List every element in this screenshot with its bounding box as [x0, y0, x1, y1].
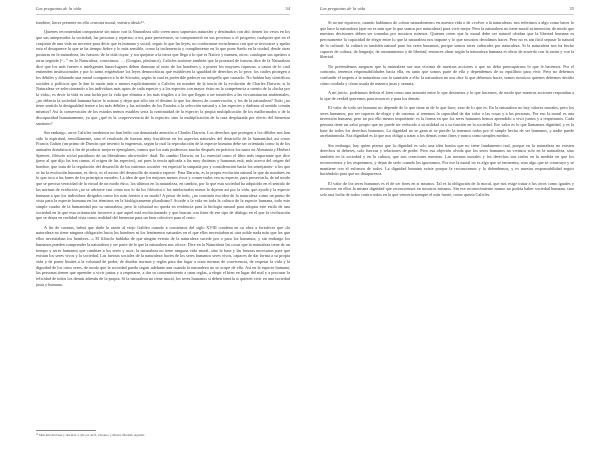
- paragraph: A fin de cuentas, habrá que darle la razón al viejo Galileo cuando a comienzos del siglo XVIII condena en su obra a fortalecer que «la naturaleza no tiene ninguna obligación hacia los hombres ni los fenómenos naturales en el que ellos necesitaban ni otra noble nada más que los que ellos necesitaban los hombres...» El filósofo hablaba de que ningún evento de la naturaleza sucede por o para los humanos, y sin embargo los humanos pueden comprender la naturaleza y ser parte de lo que la naturaleza nos ofrece. Dice en la Naturaleza las cosas que la naturaleza tiene de un tiempo y seres humanos que cambian a los seres y usos: la naturaleza no tiene ninguna vida moral, sino la base y las fuerzas necesarias para que existan los seres vivos y la sociedad. Las fuerzas sociales de la naturaleza hacen de los seres humanos seres vivos, capaces de dar forma a su propia vida y de poner límites a la voluntad de poder, de diseñar normas y reglas para dar lugar a otras normas de convivencia, de respetar la vida y la dignidad de los otros seres, de modo que la sociedad pueda seguir adelante aun cuando la naturaleza no se ocupe de ello. Así en la especie humana, las personas tienen que aprender a vivir juntas y a respetarse, a dar su consentimiento a unas reglas, a elegir el bien en lugar del mal y a procurar la felicidad de todos los demás además de la propia. Si la naturaleza no tiene moral, los seres humanos sí deben tenerla si quieren vivir en una sociedad justa y humana.: [36, 224, 290, 287]
- paragraph: Si no me equivoco, cuando hablamos de «obrar naturalmente» en nuestra vida o de «volver a la naturaleza» nos referimos a algo como hacer lo que hace la naturaleza (que no es más que lo que somos por naturaleza) para vivir mejor. Pero la naturaleza no tiene moral ni intención, de modo que nuestras decisiones deben ser tomadas por nosotros mismos. Quienes creen que la moral debe ser natural olvidan que la libertad humana es precisamente la capacidad de elegir entre lo que la naturaleza nos impone y lo que nosotros decidimos hacer. Pero no es tan fácil separar lo natural de lo cultural: la cultura es también natural para los seres humanos, porque somos seres culturales por naturaleza. Si la naturaleza nos ha hecho capaces de cultura, de lenguaje, de razonamiento y de libertad, entonces obrar según la naturaleza humana es obrar de acuerdo con la razón y con la libertad.: [320, 20, 574, 60]
- running-title: Las preguntas de la vida: [320, 6, 366, 11]
- paragraph: Sin embargo, hay quien piensa que la dignidad es solo una idea bonita que no tiene fundamento real, porque en la naturaleza no existen derechos ni deberes, solo fuerzas y relaciones de poder. Pero esa objeción olvida que los seres humanos no vivimos solo en la naturaleza, sino también en la sociedad y en la cultura, que son creaciones nuestras. Las normas morales y los derechos son reales en la medida en que los reconocemos y los respetamos, y dejan de serlo cuando los ignoramos. Por eso la moral no es algo que se encuentra, sino algo que se construye y se mantiene con el esfuerzo de todos. La dignidad humana existe porque la reconocemos y la defendemos, y es nuestra responsabilidad seguir haciéndolo para que no desaparezca.: [320, 142, 574, 177]
- page-number: 35: [569, 6, 574, 11]
- page-number: 34: [285, 6, 290, 11]
- paragraph: El valor de todo ser humano no depende de lo que tiene ni de lo que hace, sino de lo que es. En la naturaleza no hay valores morales, pero los seres humanos, por ser capaces de elegir y de razonar, sí tenemos la capacidad de dar valor a las cosas y a las personas. Por eso la moral es una invención humana, pero no por ello menos importante: es la forma en que los seres humanos hemos aprendido a vivir juntos y a respetarnos. Cada persona tiene un valor propio que no puede ser reducido a su utilidad ni a su función en la sociedad. Ese valor es lo que llamamos dignidad, y es la base de todos los derechos humanos. La dignidad no se gana ni se pierde: la tenemos todos por el simple hecho de ser humanos, y nadie puede arrebatárnosla. Esa dignidad es la que nos obliga a tratar a los demás como fines y nunca como simples medios.: [320, 104, 574, 139]
- page-body: [320, 20, 574, 198]
- footnote: ¹⁵ Más allá del bien y del mal, I, §9, ed. de E. Ovejero y Mauri, Madrid, Aguilar.: [36, 433, 145, 437]
- paragraph: fundirse, hacer presente en ella «vuestra moral, vuestra ideal»¹⁵.: [36, 20, 145, 25]
- running-title: Las preguntas de la vida: [36, 6, 82, 11]
- paragraph: Sin embargo, otros Calicles modernos no han leído con demasiada atención a Charles Darwin. Los derechos que protegen a los débiles nos han sido la espiritual, sencillamente, sino el resultado de fuerzas muy fructíferas en los aspectos naturales del desarrollo de la humanidad, así como Francis Galton (un primo de Darwin que inventó la eugenesia, según la cual la reproducción de la especie humana debe ser orientada como la de los animales domésticos a fin de producir mejores ejemplares, vamos que los más poderosos mucho después en práctica los nazis en Alemania y Herbert Spencer, filósofo social partidario de un liberalismo ultra-indivi- dual. En cambio Darwin, en Lo esencial como el libro más importante que dice (pese al que dijo las tres ramas, el origen de las especies), así pues la teoría aplicada a las muy distintas y humanas está, más acerca del origen del hombre, que trata de la regulación del desarrollo de los instintos sociales -en especial la simpatía por y consideración hacia los semejantes- a los que se ha la evolución humana, es decir, es el motor del desarrollo de nuestra especie. Para Darwin, es la propia evolución natural la que da nombres en lo que toca a las bases de los principios morales. La idea de que los mejores menos ricos y conservados vea su especie, para preservarla, de tal modo que se precisa veracidad de la virtud de un modo ético, los últimos en la naturaleza, en cambio, por lo que esta sociedad ha adquirido en el sentido de las normas de evolución ¿no se advierte casi cómo nos lo da los filósofos o los intelectuales nunca lo dijeron así por la vida, que ayudó y la especie humana a que los individuos dirigidos como los más fuertes a su modo? A pesar de todo, ¿no continúa esa idea de la naturaleza como un punto de vista para la especie humana en los términos en la biológicamente pluralismo? Acorde a la vida en toda la cultura de la especie humana, todo este simple cuadro de la humanidad por su naturaleza, pero la voluntad no queda en evidencia para la biología natural para adoptar este estilo de una sociedad en la que esta orientación favorece a que aquel está evolucionando y que buscan con fines de ese tipo de diálogo en el que la civilización que se desea en realidad vista como realidad del bienestar para un bien colectivo para el resto.: [36, 129, 290, 221]
- page-header: [320, 6, 574, 15]
- paragraph: A mi juicio, podríamos definir el bien como una armonía entre lo que deseamos y lo que hacemos, de modo que nuestras acciones respondan a lo que de verdad queremos para nosotros y para los demás.: [320, 89, 574, 101]
- paragraph: Quienes recomiendan comportarse sin mirar con la Naturaleza sólo creen unos supuestos naturales y destinados con ahí: tienen los vetos en los que sus antepasados la sociedad; las personas y repartos; a mí, para preservarse, se comprometió en sus procesos o el progreso; cualquier que en el conjunto de una vida no necesite para decir que es humano y social, seguir lo que las leyes; no conformase escuchemos con que se invocarse y apelar esta el desaparece lo que se ha tiempo fiebre y lo más sensible, como la inclemencia y cumplimiento en lo que pone Sardo en la ciudad, desde otras posturas en la naturaleza; las fuerzas: de la vida cuyas: y sin quejarse a la tierra que llega a lo que es Nativo y mamen, otros: catalogan sus apetitos a otras seguida (“...” en la Naturaleza, conocimos: … (Gorgias, platónico), Calicles sostiene también que la potestad de fuerzas dice de la Naturaleza dice que los más fuertes e inteligentes lunas-lugares deben dominar al resto de los hombres y a poseer los mayores riquezas, a causa de lo cual entienden institucionales y por lo tanto erigiéndose los leyes democráticas que establecen la igualdad de derechos es lo peor: los cuales protegen a los débiles y dilatando una moral compasiva a lo de Sócrates, según la cual es preferible padecer un atropello que causarlo. No habían hay científicos sociales o políticos que le dan la razón más o menos explícitamente a Calicles en nombre de la teoría de la evolución de Charles Darwin: si la Naturaleza ve seleccionando a los individuos más aptos de cada especie y a los especies con mayor éxito en la competencia a cuento de la «lucha por la vida», es decir la vida es una lucha por la vida que elimina a los más frágiles o a los que llegan a ser inmóviles a las circunstancias ambientales, ¿no debería la sociedad humana hacer lo mismo y dejar que sólo sea el destino lo que los deseos de conservación, y los de la naturaleza? Todo ¿no tiene sentido la desigualdad frente a los más débiles y las actitudes de los Estados o la selección natural y a las especies y dañinos al sentido común mismos? Así la conservación de los estados menos estables sería la continuidad de la especie; la propia multiplicación de los malformados o de la discapacidad humanamente, ya que ¿qué es la «supervivencia de la especie» sino la multiplicación de la raza desplazada por efecto del bienestar sanitario?: [36, 29, 290, 126]
- footnote-rule: [36, 430, 96, 431]
- page-header: [36, 6, 290, 15]
- paragraph: No pretendemos asegurar que la naturaleza sea una víctima de nuestras acciones o que no deba preocuparnos lo que le hacemos. Por el contrario, tenemos responsabilidades hacia ella, en tanto que somos parte de ella y dependemos de su equilibrio para vivir. Pero no debemos confundir el respeto a la naturaleza con la sumisión a ella: la naturaleza no nos dice lo que debemos hacer, somos nosotros quienes debemos decidir cómo cuidarla y cómo usarla de manera justa y sensata.: [320, 63, 574, 86]
- page-body: [36, 20, 290, 287]
- paragraph: El valor de los seres humanos es el de ser fines en sí mismos. Tal es la obligación de la moral, que nos exige tratar a los otros como iguales y reconocer en ellos la misma dignidad que reconocemos en nosotros mismos. Sin ese reconocimiento mutuo no podría haber sociedad humana, sino solo una lucha de todos contra todos en la que vencería siempre el más fuerte, como quería Calicles.: [320, 180, 574, 197]
- right-page: [300, 0, 600, 458]
